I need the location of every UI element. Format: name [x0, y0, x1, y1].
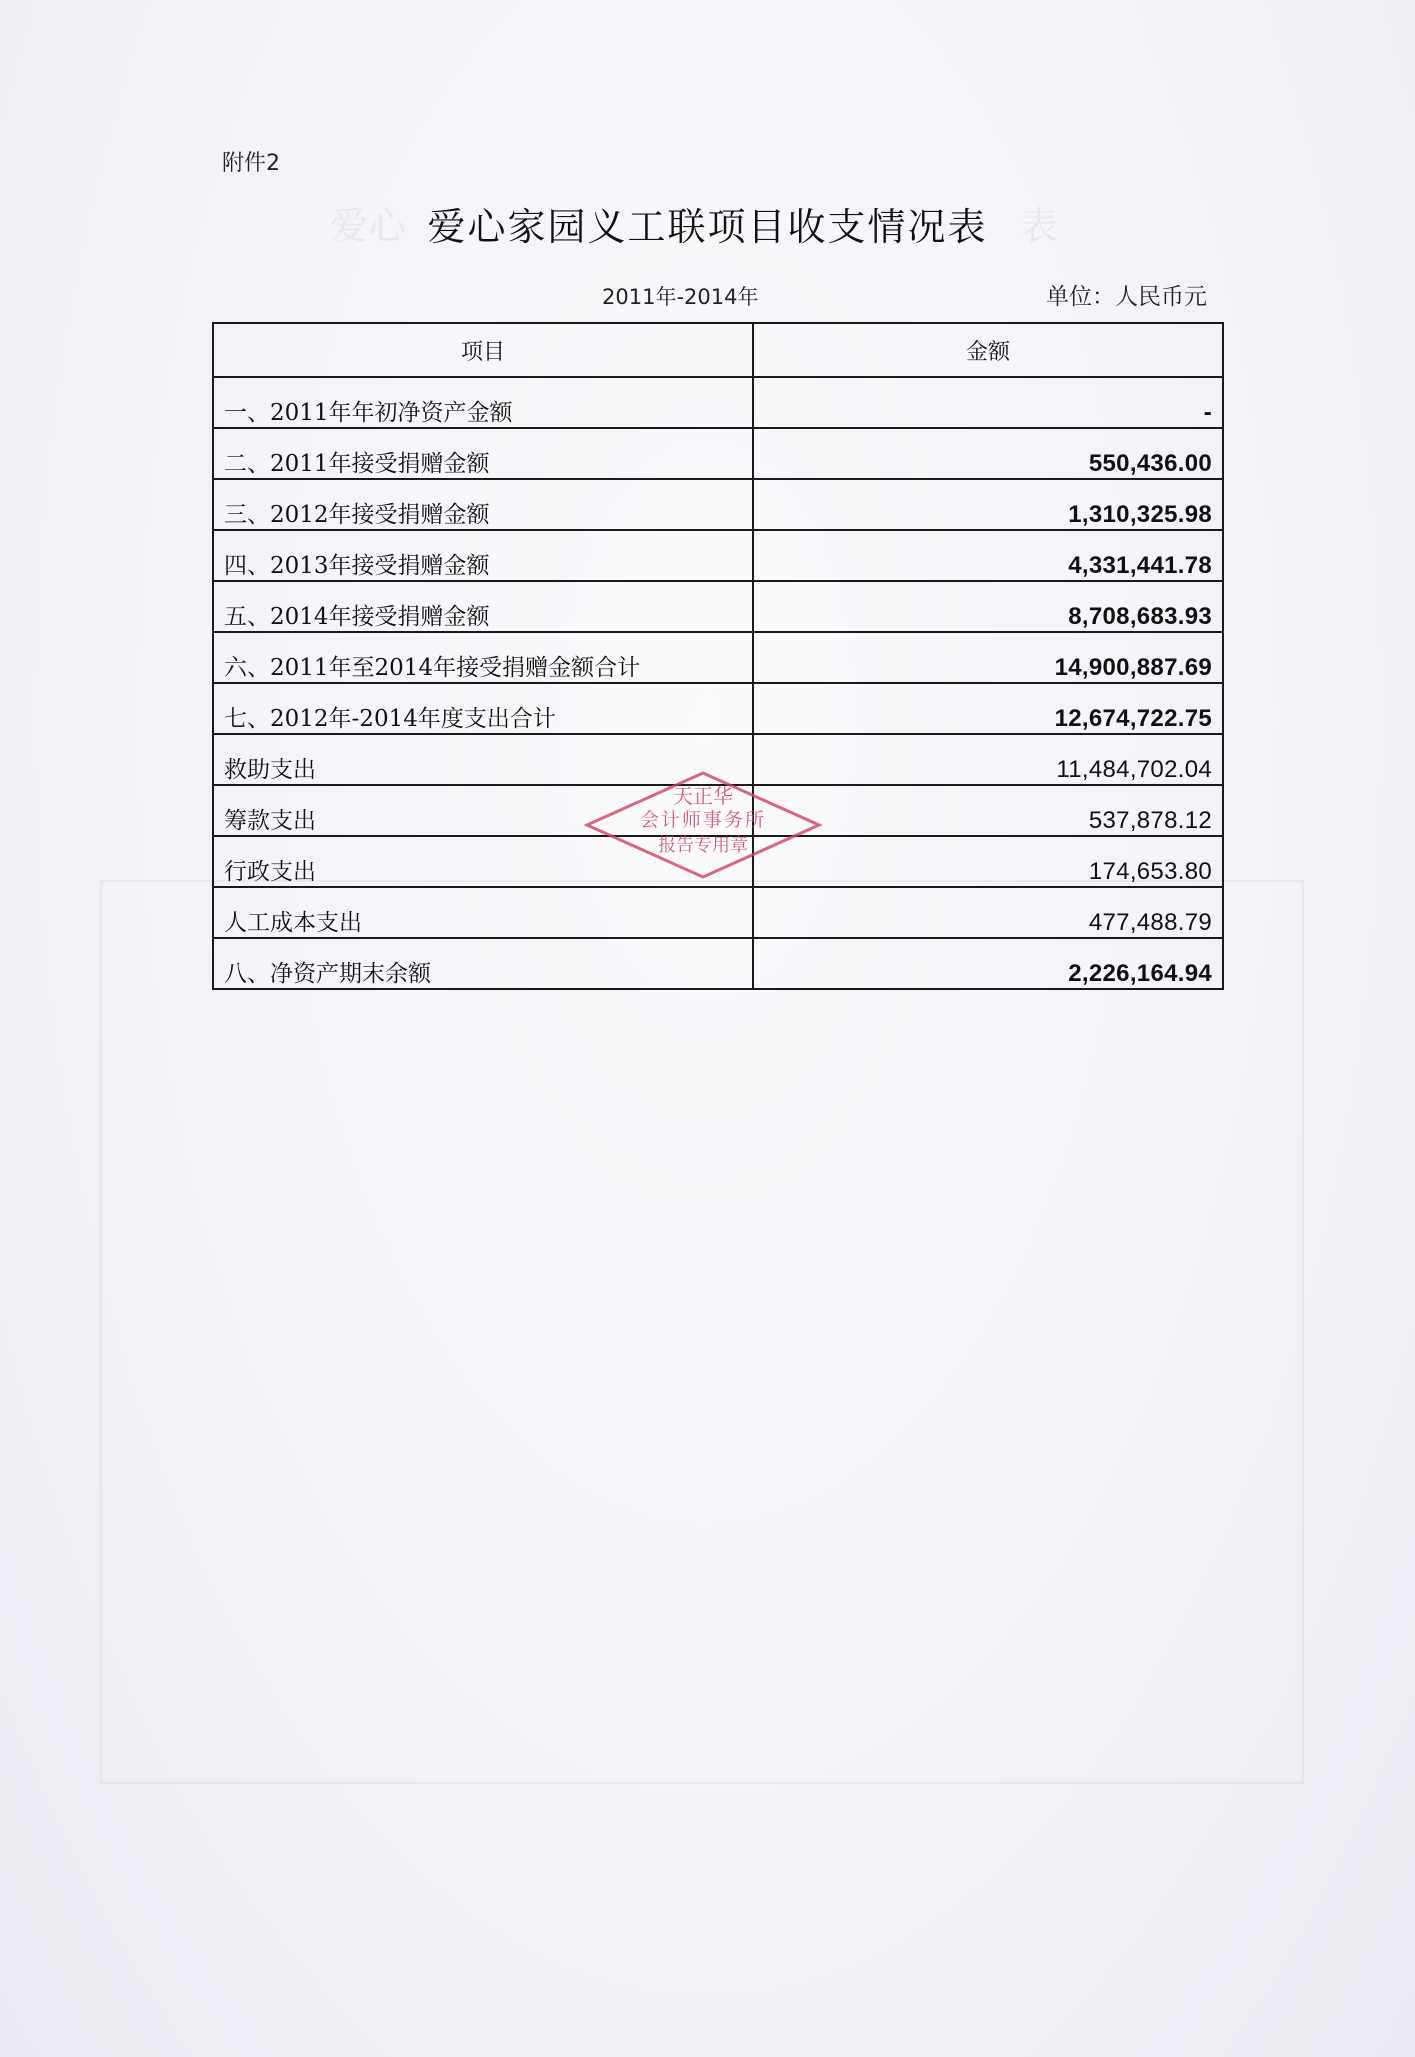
row-item-label: 六、2011年至2014年接受捐赠金额合计	[213, 632, 753, 683]
row-item-label: 三、2012年接受捐赠金额	[213, 479, 753, 530]
table-row	[213, 887, 1223, 938]
table-row	[213, 632, 1223, 683]
bleed-through-artifact	[100, 880, 1304, 1784]
row-item-label: 一、2011年年初净资产金额	[213, 377, 753, 428]
page-title: 爱心家园义工联项目收支情况表	[427, 205, 988, 249]
table-row	[213, 683, 1223, 734]
column-header-amount: 金额	[753, 323, 1223, 377]
row-item-label: 二、2011年接受捐赠金额	[213, 428, 753, 479]
column-header-item: 项目	[213, 323, 753, 377]
row-amount-value: 1,310,325.98	[753, 479, 1223, 530]
table-header-row	[213, 323, 1223, 377]
seal-line-1: 天正华	[673, 784, 733, 808]
bleed-through-artifact: 爱心	[330, 204, 407, 248]
row-amount-value: 14,900,887.69	[753, 632, 1223, 683]
row-amount-value: -	[753, 377, 1223, 428]
table-row	[213, 581, 1223, 632]
row-item-label: 五、2014年接受捐赠金额	[213, 581, 753, 632]
row-item-label: 行政支出	[213, 836, 753, 887]
attachment-label: 附件2	[222, 151, 280, 176]
row-amount-value: 537,878.12	[753, 785, 1223, 836]
table-row	[213, 479, 1223, 530]
bleed-through-artifact: 表	[1020, 204, 1059, 248]
row-item-label: 七、2012年-2014年度支出合计	[213, 683, 753, 734]
row-amount-value: 174,653.80	[753, 836, 1223, 887]
row-item-label: 救助支出	[213, 734, 753, 785]
income-expense-table	[212, 322, 1224, 990]
row-item-label: 筹款支出	[213, 785, 753, 836]
table-row	[213, 377, 1223, 428]
period-label: 2011年-2014年	[602, 285, 759, 309]
currency-unit-label: 单位：人民币元	[1046, 284, 1207, 310]
row-amount-value: 2,226,164.94	[753, 938, 1223, 989]
row-amount-value: 4,331,441.78	[753, 530, 1223, 581]
table-row	[213, 428, 1223, 479]
row-item-label: 八、净资产期末余额	[213, 938, 753, 989]
row-amount-value: 12,674,722.75	[753, 683, 1223, 734]
table-row	[213, 530, 1223, 581]
row-amount-value: 11,484,702.04	[753, 734, 1223, 785]
row-amount-value: 8,708,683.93	[753, 581, 1223, 632]
row-amount-value: 550,436.00	[753, 428, 1223, 479]
row-item-label: 四、2013年接受捐赠金额	[213, 530, 753, 581]
table-row	[213, 938, 1223, 989]
row-item-label: 人工成本支出	[213, 887, 753, 938]
row-amount-value: 477,488.79	[753, 887, 1223, 938]
seal-line-2: 会计师事务所	[639, 809, 766, 831]
seal-line-3: 报告专用章	[658, 835, 748, 856]
